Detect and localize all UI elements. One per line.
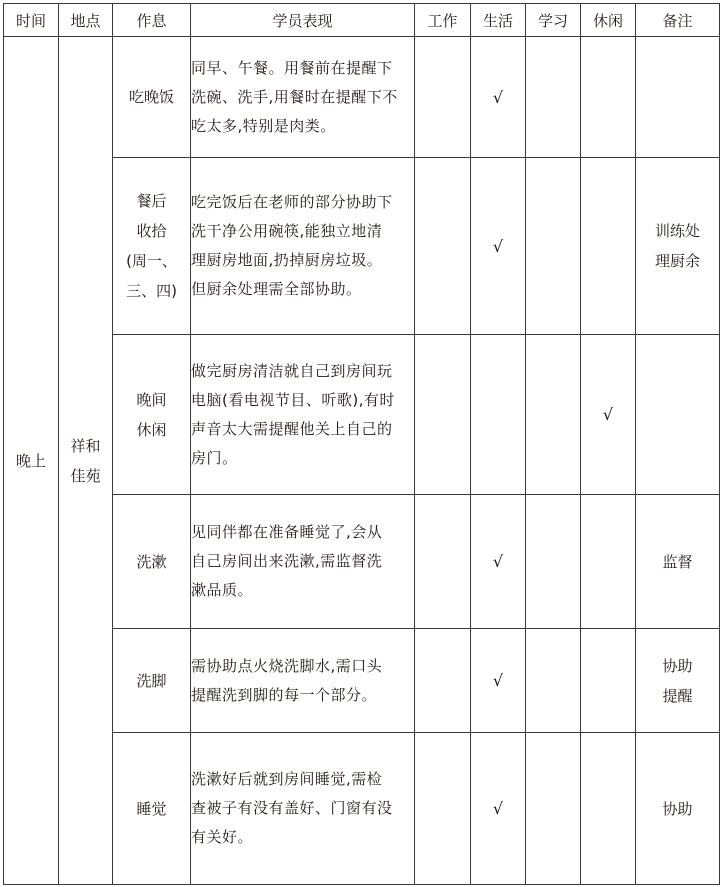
performance-line: 提醒洗到脚的每一个部分。 — [191, 685, 378, 704]
leisure-cell — [581, 158, 636, 335]
check-mark: √ — [492, 799, 504, 818]
performance-line: 自己房间出来洗漱,需监督洗 — [191, 552, 383, 570]
remarks-cell — [636, 335, 720, 495]
routine-line: 餐后 — [136, 192, 167, 210]
performance-cell — [191, 733, 415, 885]
performance-line: 同早、午餐。用餐前在提醒下 — [191, 58, 393, 77]
work-cell — [415, 733, 471, 885]
remarks-cell — [636, 629, 720, 733]
leisure-cell — [581, 335, 636, 495]
performance-cell — [191, 158, 415, 335]
work-cell — [415, 37, 471, 158]
place-line: 祥和 — [70, 436, 101, 455]
header-time: 时间 — [4, 4, 59, 37]
performance-line: 查被子有没有盖好、门窗有没 — [191, 799, 393, 817]
study-cell — [526, 629, 581, 733]
performance-cell — [191, 335, 415, 495]
life-cell — [471, 335, 526, 495]
routine-line: 晚间 — [136, 390, 167, 409]
performance-line: 电脑(看电视节目、听歌),有时 — [191, 390, 395, 409]
remarks-line: 协助 — [662, 799, 693, 818]
remarks-cell — [636, 37, 720, 158]
life-cell — [471, 629, 526, 733]
check-mark: √ — [492, 552, 504, 571]
routine-cell — [113, 37, 191, 158]
performance-line: 吃完饭后在老师的部分协助下 — [191, 193, 393, 211]
table-row — [4, 37, 720, 158]
check-mark: √ — [492, 236, 504, 256]
routine-line: 洗漱 — [136, 552, 167, 571]
remarks-cell — [636, 733, 720, 885]
routine-cell — [113, 495, 191, 629]
performance-line: 漱品质。 — [191, 581, 254, 599]
life-cell — [471, 37, 526, 158]
performance-line: 洗漱好后就到房间睡觉,需检 — [191, 770, 383, 788]
routine-cell — [113, 335, 191, 495]
header-performance: 学员表现 — [191, 4, 415, 37]
place-cell — [59, 37, 113, 885]
routine-line: 三、四) — [126, 282, 177, 300]
schedule-table — [3, 3, 720, 885]
performance-line: 有关好。 — [191, 828, 254, 846]
header-routine: 作息 — [113, 4, 191, 37]
performance-line: 洗碗、洗手,用餐时在提醒下不 — [191, 87, 398, 106]
study-cell — [526, 495, 581, 629]
remarks-line: 提醒 — [662, 686, 693, 705]
routine-line: (周一、 — [126, 252, 177, 270]
routine-cell — [113, 733, 191, 885]
performance-line: 理厨房地面,扔掉厨房垃圾。 — [191, 251, 383, 269]
header-row — [4, 4, 720, 37]
study-cell — [526, 335, 581, 495]
check-mark: √ — [492, 671, 504, 690]
routine-cell — [113, 629, 191, 733]
schedule-body — [4, 37, 720, 885]
remarks-cell — [636, 495, 720, 629]
routine-line: 休闲 — [136, 420, 167, 439]
leisure-cell — [581, 733, 636, 885]
performance-cell — [191, 629, 415, 733]
performance-cell — [191, 495, 415, 629]
check-mark: √ — [602, 405, 614, 424]
remarks-line: 协助 — [662, 656, 693, 675]
routine-line: 吃晚饭 — [128, 88, 174, 106]
remarks-line: 监督 — [662, 552, 693, 571]
performance-line: 声音太大需提醒他关上自己的 — [191, 419, 393, 438]
place-line: 佳苑 — [70, 466, 101, 485]
remarks-line: 理厨余 — [654, 252, 700, 270]
check-mark: √ — [492, 87, 504, 107]
work-cell — [415, 495, 471, 629]
work-cell — [415, 158, 471, 335]
header-remarks: 备注 — [636, 4, 720, 37]
performance-line: 但厨余处理需全部协助。 — [191, 280, 362, 298]
routine-cell — [113, 158, 191, 335]
header-study: 学习 — [526, 4, 581, 37]
time-cell — [4, 37, 59, 885]
work-cell — [415, 629, 471, 733]
leisure-cell — [581, 495, 636, 629]
performance-line: 吃太多,特别是肉类。 — [191, 116, 336, 135]
life-cell — [471, 495, 526, 629]
header-life: 生活 — [471, 4, 526, 37]
performance-cell — [191, 37, 415, 158]
study-cell — [526, 37, 581, 158]
performance-line: 见同伴都在准备睡觉了,会从 — [191, 523, 383, 541]
header-place: 地点 — [59, 4, 113, 37]
work-cell — [415, 335, 471, 495]
routine-line: 收拾 — [136, 222, 167, 240]
life-cell — [471, 158, 526, 335]
header-work: 工作 — [415, 4, 471, 37]
leisure-cell — [581, 629, 636, 733]
remarks-cell — [636, 158, 720, 335]
leisure-cell — [581, 37, 636, 158]
header-leisure: 休闲 — [581, 4, 636, 37]
performance-line: 房门。 — [191, 448, 238, 467]
time-line: 晚上 — [15, 451, 46, 470]
remarks-line: 训练处 — [654, 222, 700, 240]
life-cell — [471, 733, 526, 885]
routine-line: 睡觉 — [136, 799, 167, 818]
performance-line: 需协助点火烧洗脚水,需口头 — [191, 656, 383, 675]
performance-line: 做完厨房清洁就自己到房间玩 — [191, 361, 393, 380]
performance-line: 洗干净公用碗筷,能独立地清 — [191, 222, 383, 240]
study-cell — [526, 733, 581, 885]
study-cell — [526, 158, 581, 335]
routine-line: 洗脚 — [136, 671, 167, 690]
